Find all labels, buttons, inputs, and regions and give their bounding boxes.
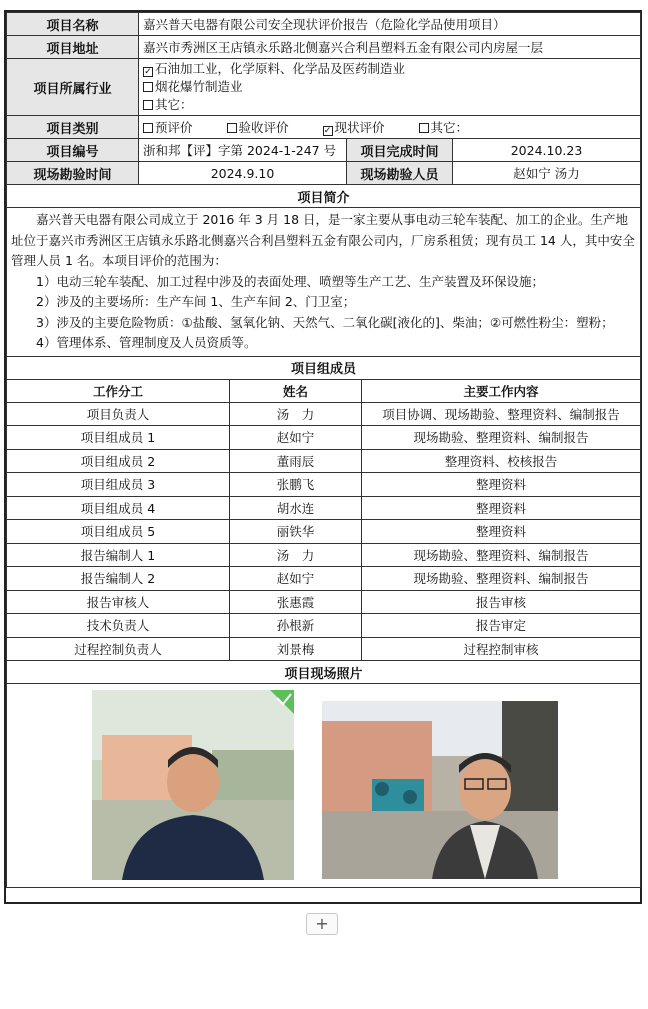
member-name: 刘景梅 (230, 637, 362, 661)
checkbox-checked-icon[interactable]: ✓ (323, 126, 332, 136)
member-role: 报告编制人 2 (7, 567, 230, 591)
member-role: 报告编制人 1 (7, 543, 230, 567)
project-address: 嘉兴市秀洲区王店镇永乐路北侧嘉兴合利昌塑料五金有限公司内房屋一层 (139, 36, 641, 59)
member-name: 张惠霞 (230, 590, 362, 614)
member-duty: 整理资料、校核报告 (362, 449, 641, 473)
member-duty: 现场勘验、整理资料、编制报告 (362, 426, 641, 450)
member-duty: 报告审定 (362, 614, 641, 638)
project-address-label: 项目地址 (7, 36, 139, 59)
industry-option[interactable]: 烟花爆竹制造业 (143, 78, 636, 96)
evaluation-form (4, 10, 642, 904)
member-role: 过程控制负责人 (7, 637, 230, 661)
member-duty: 整理资料 (362, 496, 641, 520)
intro-item: 2）涉及的主要场所：生产车间 1、生产车间 2、门卫室； (36, 294, 356, 309)
site-photo-portrait (92, 690, 294, 880)
intro-title: 项目简介 (7, 185, 641, 208)
intro-item: 4）管理体系、管理制度及人员资质等。 (36, 335, 257, 350)
project-info-table (6, 12, 641, 357)
member-duty: 现场勘验、整理资料、编制报告 (362, 567, 641, 591)
member-duty: 现场勘验、整理资料、编制报告 (362, 543, 641, 567)
members-header: 姓名 (230, 379, 362, 402)
survey-time-label: 现场勘验时间 (7, 162, 139, 185)
member-role: 技术负责人 (7, 614, 230, 638)
member-row (7, 590, 641, 614)
photos-title: 项目现场照片 (7, 661, 641, 684)
project-number-label: 项目编号 (7, 139, 139, 162)
checkbox-icon[interactable] (227, 123, 237, 133)
photos-cell (7, 684, 641, 888)
type-option[interactable]: 预评价 (143, 120, 193, 135)
member-role: 报告审核人 (7, 590, 230, 614)
project-name-label: 项目名称 (7, 13, 139, 36)
member-row (7, 426, 641, 450)
intro-item: 3）涉及的主要危险物质：①盐酸、氢氧化钠、天然气、二氧化碳[液化的]、柴油；②可燃性粉尘：塑粉； (36, 314, 614, 330)
member-row (7, 637, 641, 661)
member-row (7, 402, 641, 426)
member-role: 项目组成员 4 (7, 496, 230, 520)
member-name: 张鹏飞 (230, 473, 362, 497)
members-table (6, 356, 641, 889)
member-role: 项目组成员 1 (7, 426, 230, 450)
member-name: 赵如宁 (230, 567, 362, 591)
project-type-options (139, 116, 641, 139)
member-row (7, 543, 641, 567)
member-role: 项目负责人 (7, 402, 230, 426)
member-name: 胡水连 (230, 496, 362, 520)
type-option[interactable]: 验收评价 (227, 120, 289, 135)
checkbox-icon[interactable] (143, 123, 153, 133)
type-option[interactable]: 其它： (419, 120, 469, 135)
member-duty: 整理资料 (362, 473, 641, 497)
member-row (7, 449, 641, 473)
project-type-label: 项目类别 (7, 116, 139, 139)
checkbox-checked-icon[interactable]: ✓ (144, 67, 152, 77)
member-row (7, 567, 641, 591)
industry-label: 项目所属行业 (7, 59, 139, 116)
checkbox-icon[interactable] (143, 82, 153, 92)
photos-area (7, 684, 640, 887)
member-row (7, 496, 641, 520)
member-row (7, 614, 641, 638)
member-name: 汤 力 (230, 543, 362, 567)
member-name: 孙根新 (230, 614, 362, 638)
industry-option[interactable]: ✓ 石油加工业，化学原料、化学品及医药制造业 (144, 61, 406, 77)
checkbox-icon[interactable] (419, 123, 429, 133)
type-option[interactable]: ✓ 现状评价 (323, 120, 385, 136)
industry-option[interactable]: 其它： (143, 96, 636, 114)
member-rows (7, 402, 641, 661)
complete-date-label: 项目完成时间 (347, 139, 453, 162)
member-name: 丽铁华 (230, 520, 362, 544)
member-duty: 过程控制审核 (362, 637, 641, 661)
industry-options (139, 59, 641, 116)
member-row (7, 520, 641, 544)
member-duty: 整理资料 (362, 520, 641, 544)
intro-item: 1）电动三轮车装配、加工过程中涉及的表面处理、喷塑等生产工艺、生产装置及环保设施； (36, 273, 544, 289)
complete-date: 2024.10.23 (453, 139, 641, 162)
add-button[interactable]: + (306, 913, 338, 935)
member-role: 项目组成员 3 (7, 473, 230, 497)
member-duty: 报告审核 (362, 590, 641, 614)
member-role: 项目组成员 5 (7, 520, 230, 544)
project-number: 浙和邦【评】字第 2024-1-247 号 (139, 139, 347, 162)
member-name: 董雨辰 (230, 449, 362, 473)
project-name: 嘉兴普天电器有限公司安全现状评价报告（危险化学品使用项目） (139, 13, 641, 36)
survey-people: 赵如宁 汤力 (453, 162, 641, 185)
checkbox-icon[interactable] (143, 100, 153, 110)
intro-paragraph: 嘉兴普天电器有限公司成立于 2016 年 3 月 18 日，是一家主要从事电动三轮车装配、加工的企业。生产地址位于嘉兴市秀洲区王店镇永乐路北侧嘉兴合利昌塑料五金有限公司内，厂房系租赁；现有员工 14 人，其中安全管理人员 1 名。本项目评价的范围为： (11, 212, 635, 268)
member-duty: 项目协调、现场勘验、整理资料、编制报告 (362, 402, 641, 426)
intro-body (7, 208, 641, 357)
members-title: 项目组成员 (7, 356, 641, 379)
member-name: 汤 力 (230, 402, 362, 426)
members-header: 主要工作内容 (362, 379, 641, 402)
member-row (7, 473, 641, 497)
site-photo-selfie (322, 701, 558, 879)
member-role: 项目组成员 2 (7, 449, 230, 473)
member-name: 赵如宁 (230, 426, 362, 450)
survey-time: 2024.9.10 (139, 162, 347, 185)
members-header: 工作分工 (7, 379, 230, 402)
survey-people-label: 现场勘验人员 (347, 162, 453, 185)
